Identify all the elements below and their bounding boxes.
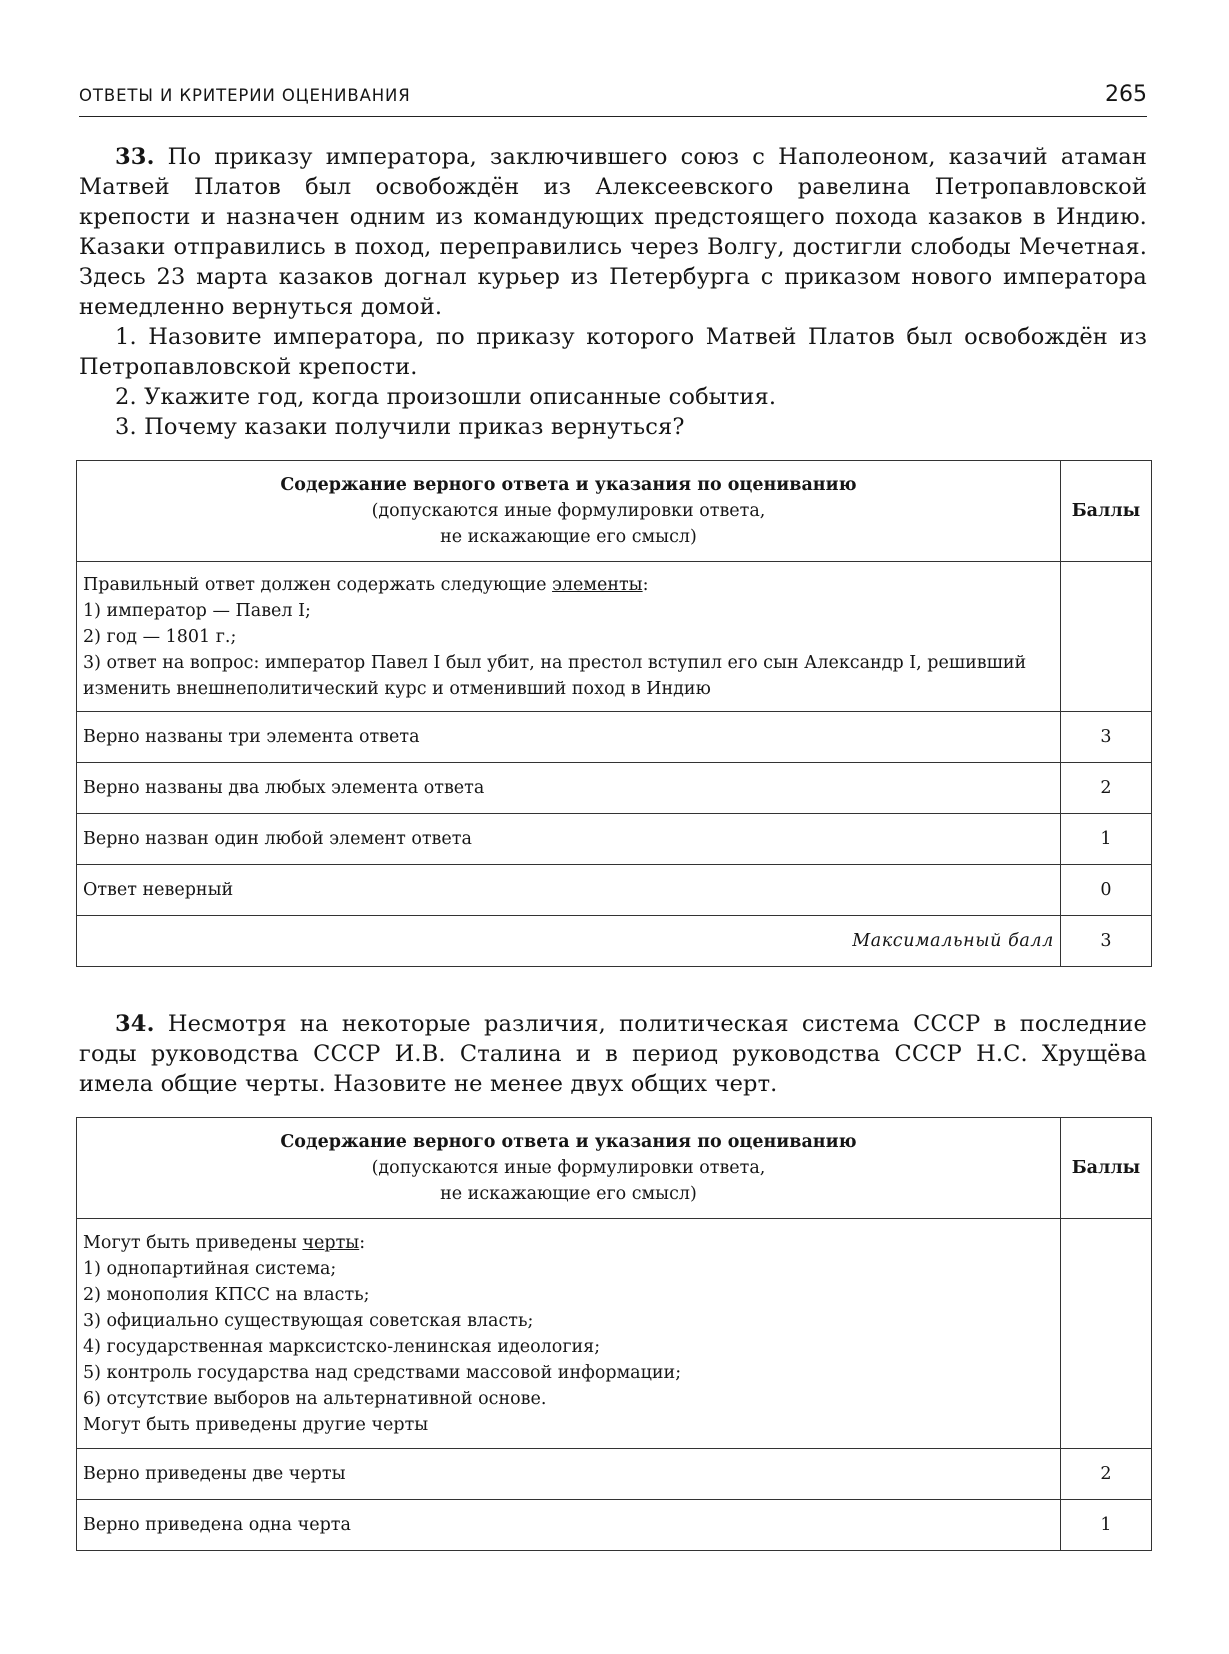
intro-underlined: элементы: [552, 574, 643, 595]
element-item: Могут быть приведены другие черты: [83, 1414, 429, 1435]
answer-elements: [77, 562, 1061, 712]
empty-score-cell: [1060, 1219, 1151, 1449]
score: 3: [1060, 712, 1151, 763]
question-33-text: [79, 142, 1147, 322]
header-note-1: (допускаются иные формулировки ответа,: [371, 1158, 766, 1178]
intro-underlined: черты: [302, 1232, 360, 1253]
element-item: 1) император — Павел I;: [83, 600, 311, 621]
content-header: [77, 461, 1061, 562]
table-row: [77, 1449, 1152, 1500]
empty-score-cell: [1060, 562, 1151, 712]
intro-colon: :: [642, 574, 649, 595]
header-note-1: (допускаются иные формулировки ответа,: [371, 501, 766, 521]
header-note-2: не искажающие его смысл): [440, 1184, 697, 1204]
task-1: 1. Назовите императора, по приказу которого Матвей Платов был освобождён из Петропавловской крепости.: [79, 324, 1147, 380]
max-score-value: 3: [1060, 916, 1151, 967]
element-item: 4) государственная марксистско-ленинская идеология;: [83, 1336, 601, 1357]
intro-text: Могут быть приведены: [83, 1232, 303, 1253]
elements-intro: [83, 1230, 1054, 1256]
header-title: Содержание верного ответа и указания по оцениванию: [280, 1132, 857, 1152]
elements-intro: [83, 572, 1054, 598]
score: 2: [1060, 763, 1151, 814]
task-3: 3. Почему казаки получили приказ вернуться?: [115, 414, 685, 440]
table-row: [77, 712, 1152, 763]
question-number: 33.: [115, 144, 155, 170]
content-header: [77, 1118, 1061, 1219]
table-row: [77, 814, 1152, 865]
question-body: Несмотря на некоторые различия, политическая система СССР в последние годы руководства СССР И.В. Сталина и в период руководства СССР Н.С. Хрущёва имела общие черты. Назовите не менее двух общих черт.: [79, 1011, 1147, 1097]
task-2: 2. Укажите год, когда произошли описанные события.: [115, 384, 777, 410]
criterion: Верно приведена одна черта: [77, 1500, 1061, 1551]
criteria-table-33: [76, 460, 1152, 967]
element-item: 2) год — 1801 г.;: [83, 626, 237, 647]
question-33: [79, 142, 1147, 442]
element-item: 6) отсутствие выборов на альтернативной основе.: [83, 1388, 547, 1409]
element-item: 5) контроль государства над средствами массовой информации;: [83, 1362, 682, 1383]
elements-row: [77, 562, 1152, 712]
score-header: Баллы: [1060, 461, 1151, 562]
table-row: [77, 865, 1152, 916]
question-body: По приказу императора, заключившего союз с Наполеоном, казачий атаман Матвей Платов был освобождён из Алексеевского равелина Петропавловской крепости и назначен одним из командующих предстоящего похода казаков в Индию. Казаки отправились в поход, переправились через Волгу, достигли слободы Мечетная. Здесь 23 марта казаков догнал курьер из Петербурга с приказом нового императора немедленно вернуться домой.: [79, 144, 1147, 320]
table-row: [77, 1500, 1152, 1551]
question-34-text: [79, 1009, 1147, 1099]
score: 1: [1060, 814, 1151, 865]
question-number: 34.: [115, 1011, 155, 1037]
page-number: 265: [1105, 82, 1147, 107]
score: 1: [1060, 1500, 1151, 1551]
max-score-label: Максимальный балл: [77, 916, 1061, 967]
criterion: Верно назван один любой элемент ответа: [77, 814, 1061, 865]
score: 0: [1060, 865, 1151, 916]
element-item: 1) однопартийная система;: [83, 1258, 337, 1279]
intro-colon: :: [359, 1232, 366, 1253]
score: 2: [1060, 1449, 1151, 1500]
header-title: Содержание верного ответа и указания по оцениванию: [280, 475, 857, 495]
element-item: 2) монополия КПСС на власть;: [83, 1284, 370, 1305]
elements-row: [77, 1219, 1152, 1449]
criterion: Ответ неверный: [77, 865, 1061, 916]
running-title: ОТВЕТЫ И КРИТЕРИИ ОЦЕНИВАНИЯ: [79, 86, 411, 105]
element-item: 3) официально существующая советская власть;: [83, 1310, 534, 1331]
running-head: [79, 82, 1147, 117]
question-34: [79, 1009, 1147, 1099]
score-header: Баллы: [1060, 1118, 1151, 1219]
table-header-row: [77, 461, 1152, 562]
table-header-row: [77, 1118, 1152, 1219]
criterion: Верно приведены две черты: [77, 1449, 1061, 1500]
criterion: Верно названы три элемента ответа: [77, 712, 1061, 763]
element-item: 3) ответ на вопрос: император Павел I был убит, на престол вступил его сын Александр I, решивший изменить внешнеполитический курс и отменивший поход в Индию: [83, 652, 1027, 699]
criteria-table-34: [76, 1117, 1152, 1551]
criterion: Верно названы два любых элемента ответа: [77, 763, 1061, 814]
answer-elements: [77, 1219, 1061, 1449]
header-note-2: не искажающие его смысл): [440, 527, 697, 547]
table-row: [77, 763, 1152, 814]
max-score-row: [77, 916, 1152, 967]
intro-text: Правильный ответ должен содержать следующие: [83, 574, 553, 595]
